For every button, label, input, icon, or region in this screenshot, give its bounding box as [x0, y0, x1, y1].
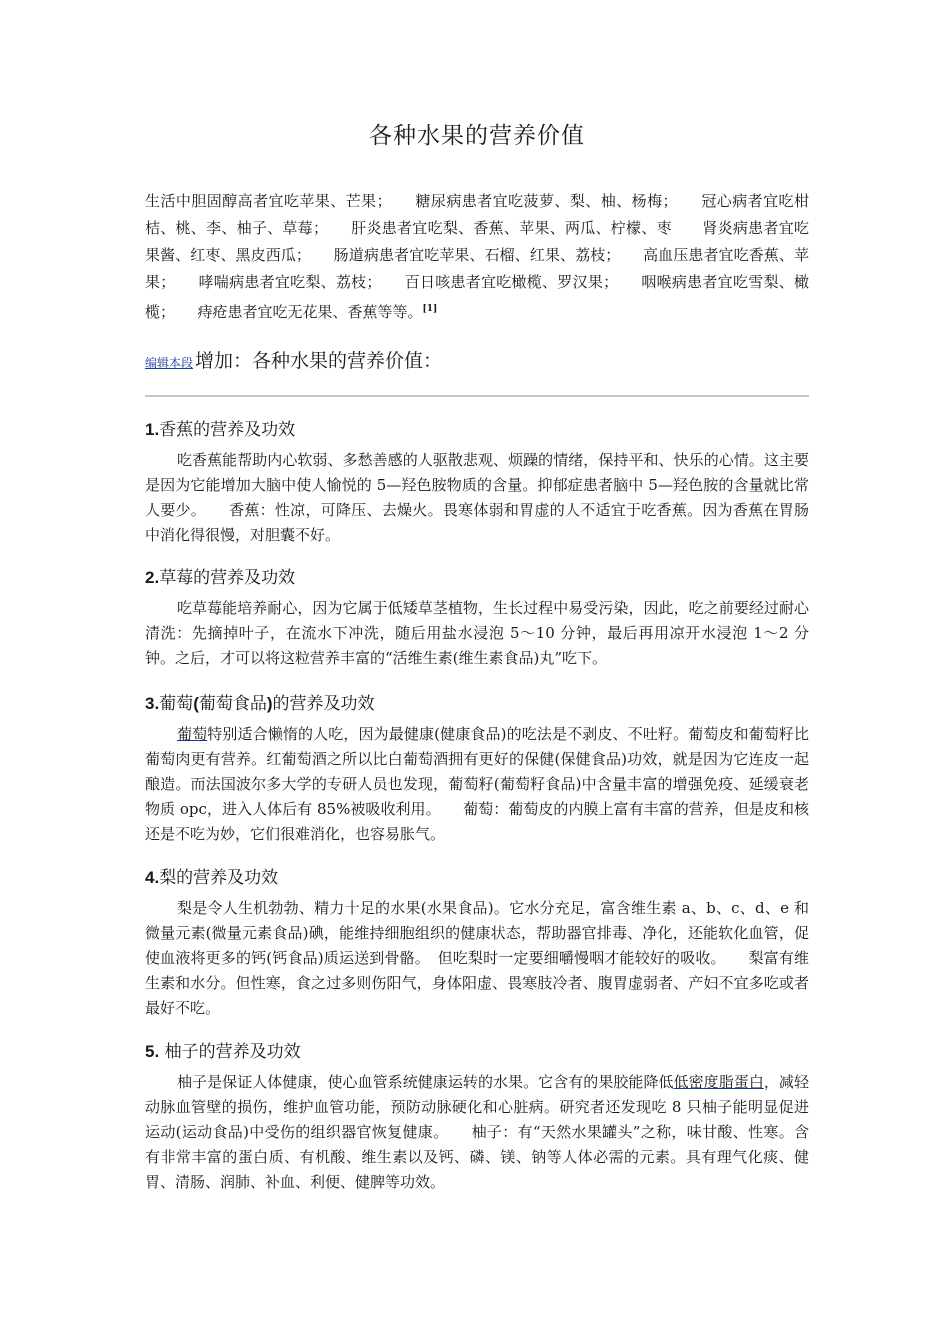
citation-marker[interactable]: [1] — [422, 304, 438, 314]
section-number: 2. — [145, 568, 160, 587]
section-body — [145, 1070, 809, 1195]
section-grape — [145, 692, 809, 847]
section-title-part: 的营养及功效 — [272, 694, 375, 714]
section-divider — [145, 395, 809, 397]
section-title: 柚子的营养及功效 — [159, 1042, 301, 1062]
section-body-text: 特别适合懒惰的人吃，因为最健康(健康食品)的吃法是不剥皮、不吐籽。葡萄皮和葡萄籽比葡萄肉更有营养。红葡萄酒之所以比白葡萄酒拥有更好的保健(保健食品)功效，就是因为它连皮一起酿造。而法国波尔多大学的专研人员也发现，葡萄籽(葡萄籽食品)中含量丰富的增强免疫、延缓衰老物质 opc，进入人体后有 85%被吸收利用。 葡萄：葡萄皮的内膜上富有丰富的营养，但是皮和核还是不吃为妙，它们很难消化，也容易胀气。 — [145, 725, 809, 843]
intro-text: 生活中胆固醇高者宜吃苹果、芒果； 糖尿病患者宜吃菠萝、梨、柚、杨梅； 冠心病者宜吃柑桔、桃、李、柚子、草莓； 肝炎患者宜吃梨、香蕉、苹果、两瓜、柠檬、枣 肾炎病患者宜吃果酱、红枣、黑皮西瓜； 肠道病患者宜吃苹果、石榴、红果、荔枝； 高血压患者宜吃香蕉、苹果； 哮喘病患者宜吃梨、荔枝； 百日咳患者宜吃橄榄、罗汉果； 咽喉病患者宜吃雪梨、橄榄； 痔疮患者宜吃无花果、香蕉等等。 — [145, 192, 809, 321]
section-body: 梨是令人生机勃勃、精力十足的水果(水果食品)。它水分充足，富含维生素 a、b、c、d、e 和微量元素(微量元素食品)碘，能维持细胞组织的健康状态，帮助器官排毒、净化，还能软化血管，促使血液将更多的钙(钙食品)质运送到骨骼。 但吃梨时一定要细嚼慢咽才能较好的吸收。 梨富有维生素和水分。但性寒，食之过多则伤阳气，身体阳虚、畏寒肢冷者、腹胃虚弱者、产妇不宜多吃或者最好不吃。 — [145, 899, 809, 1017]
section-pomelo — [145, 1040, 809, 1195]
section-heading — [145, 1040, 809, 1064]
section-body-text: ，减轻动脉血管壁的损伤，维护血管功能，预防动脉硬化和心脏病。研究者还发现吃 8 只柚子能明显促进运动(运动食品)中受伤的组织器官恢复健康。 柚子：有“天然水果罐头”之称，味甘酸、性寒。含有非常丰富的蛋白质、有机酸、维生素以及钙、磷、镁、钠等人体必需的元素。具有理气化痰、健胃、清肠、润肺、补血、利便、健脾等功效。 — [145, 1073, 809, 1191]
section-title: 香蕉的营养及功效 — [159, 420, 296, 440]
section-body: 吃草莓能培养耐心，因为它属于低矮草茎植物，生长过程中易受污染，因此，吃之前要经过耐心清洗：先摘掉叶子，在流水下冲洗，随后用盐水浸泡 5～10 分钟，最后再用凉开水浸泡 1～2 分钟。之后，才可以将这粒营养丰富的“活维生素(维生素食品)丸”吃下。 — [145, 599, 809, 667]
section-pear — [145, 866, 809, 1021]
ldl-link[interactable]: 低密度脂蛋白 — [673, 1073, 764, 1091]
section-body — [145, 722, 809, 847]
grape-link[interactable]: 葡萄 — [177, 725, 208, 743]
edit-section-row — [145, 346, 809, 373]
section-heading — [145, 418, 809, 442]
section-heading — [145, 866, 809, 890]
section-title-part: 葡萄 — [159, 694, 194, 714]
section-banana — [145, 418, 809, 548]
section-number: 5. — [145, 1042, 160, 1061]
section-number: 3. — [145, 694, 160, 713]
intro-paragraph — [145, 188, 809, 326]
edit-section-link[interactable]: 编辑本段 — [145, 356, 194, 370]
section-title-part: 葡萄食品 — [198, 694, 267, 714]
section-title: 梨的营养及功效 — [159, 868, 279, 888]
section-body: 吃香蕉能帮助内心软弱、多愁善感的人驱散悲观、烦躁的情绪，保持平和、快乐的心情。这主要是因为它能增加大脑中使人愉悦的 5—羟色胺物质的含量。抑郁症患者脑中 5—羟色胺的含量就比常人要少。 香蕉：性凉，可降压、去燥火。畏寒体弱和胃虚的人不适宜于吃香蕉。因为香蕉在胃肠中消化得很慢，对胆囊不好。 — [145, 451, 809, 544]
section-heading — [145, 692, 809, 716]
section-title-paren-open: ( — [193, 694, 199, 713]
page-title: 各种水果的营养价值 — [369, 123, 585, 149]
section-heading — [145, 566, 809, 590]
section-body-text: 柚子是保证人体健康，使心血管系统健康运转的水果。它含有的果胶能降低 — [177, 1073, 674, 1091]
section-title-paren-close: ) — [266, 694, 273, 713]
section-number: 4. — [145, 868, 160, 887]
section-number: 1. — [145, 420, 160, 439]
section-strawberry — [145, 566, 809, 671]
edit-section-heading: 增加：各种水果的营养价值： — [195, 350, 443, 372]
section-title: 草莓的营养及功效 — [159, 568, 296, 588]
